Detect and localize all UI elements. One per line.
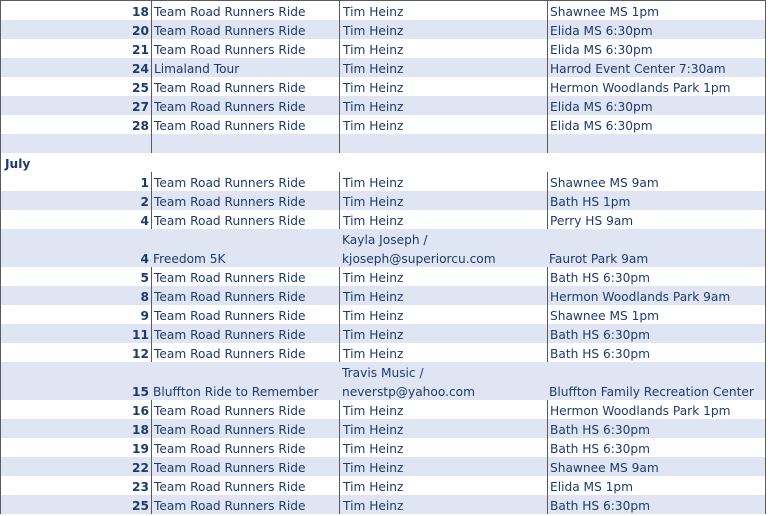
location-cell[interactable] bbox=[547, 324, 767, 343]
event-cell[interactable] bbox=[151, 210, 339, 229]
event-cell[interactable] bbox=[151, 495, 339, 514]
location-cell[interactable] bbox=[547, 343, 767, 362]
location-cell-text: Bath HS 6:30pm bbox=[550, 271, 650, 285]
table-row bbox=[1, 267, 765, 286]
event-cell-text: Team Road Runners Ride bbox=[154, 43, 306, 57]
day-cell-text: 11 bbox=[132, 328, 149, 342]
location-cell[interactable] bbox=[547, 210, 767, 229]
event-cell[interactable] bbox=[151, 324, 339, 343]
event-cell-text: Team Road Runners Ride bbox=[154, 423, 306, 437]
event-cell-text: Bluffton Ride to Remember bbox=[153, 385, 319, 399]
event-cell-text: Team Road Runners Ride bbox=[154, 24, 306, 38]
location-cell[interactable] bbox=[547, 305, 767, 324]
contact-cell-text: Kayla Joseph / bbox=[342, 233, 428, 247]
location-cell-text: Elida MS 6:30pm bbox=[550, 24, 653, 38]
location-cell-text: Hermon Woodlands Park 9am bbox=[550, 290, 731, 304]
location-cell-text: Elida MS 6:30pm bbox=[550, 43, 653, 57]
day-cell[interactable] bbox=[1, 172, 151, 191]
contact-cell[interactable] bbox=[339, 495, 547, 514]
table-row bbox=[1, 286, 765, 305]
day-cell[interactable] bbox=[1, 419, 151, 438]
location-cell[interactable] bbox=[547, 96, 767, 115]
location-cell-text: Elida MS 6:30pm bbox=[550, 100, 653, 114]
day-cell-text: 19 bbox=[132, 442, 149, 456]
contact-cell[interactable] bbox=[339, 191, 547, 210]
day-cell[interactable] bbox=[1, 438, 151, 457]
location-cell-text: Perry HS 9am bbox=[550, 214, 634, 228]
table-row bbox=[1, 362, 765, 400]
event-cell[interactable] bbox=[151, 58, 339, 77]
contact-cell[interactable] bbox=[339, 476, 547, 495]
day-cell[interactable] bbox=[1, 362, 151, 400]
location-cell-text: Harrod Event Center 7:30am bbox=[550, 62, 726, 76]
event-cell[interactable] bbox=[151, 77, 339, 96]
contact-cell-text: Tim Heinz bbox=[343, 309, 404, 323]
location-cell-text: Hermon Woodlands Park 1pm bbox=[550, 404, 731, 418]
contact-cell[interactable] bbox=[339, 39, 547, 58]
contact-cell-text: neverstp@yahoo.com bbox=[342, 385, 476, 399]
contact-cell-text: Tim Heinz bbox=[343, 100, 404, 114]
month-label: July bbox=[5, 157, 31, 171]
day-cell[interactable] bbox=[1, 343, 151, 362]
contact-cell[interactable] bbox=[339, 20, 547, 39]
day-cell[interactable] bbox=[1, 457, 151, 476]
location-cell-text: Shawnee MS 9am bbox=[550, 176, 659, 190]
day-cell-text: 21 bbox=[132, 43, 149, 57]
contact-cell[interactable] bbox=[339, 77, 547, 96]
day-cell[interactable] bbox=[1, 267, 151, 286]
location-cell[interactable] bbox=[547, 476, 767, 495]
location-cell[interactable] bbox=[547, 20, 767, 39]
location-cell-text: Bath HS 1pm bbox=[550, 195, 631, 209]
location-cell-text: Bluffton Family Recreation Center bbox=[549, 385, 754, 399]
location-cell[interactable] bbox=[547, 419, 767, 438]
contact-cell[interactable] bbox=[339, 58, 547, 77]
table-row bbox=[1, 400, 765, 419]
table-row bbox=[1, 96, 765, 115]
event-cell-text: Team Road Runners Ride bbox=[154, 309, 306, 323]
day-cell[interactable] bbox=[1, 115, 151, 134]
contact-cell[interactable] bbox=[339, 324, 547, 343]
table-row bbox=[1, 1, 765, 20]
table-row bbox=[1, 39, 765, 58]
location-cell-text: Elida MS 6:30pm bbox=[550, 119, 653, 133]
contact-cell-text: kjoseph@superiorcu.com bbox=[342, 252, 496, 266]
contact-cell[interactable] bbox=[339, 305, 547, 324]
location-cell[interactable] bbox=[547, 457, 767, 476]
day-cell[interactable] bbox=[1, 1, 151, 20]
table-row bbox=[1, 419, 765, 438]
contact-cell-text: Tim Heinz bbox=[343, 480, 404, 494]
table-row bbox=[1, 476, 765, 495]
event-cell[interactable] bbox=[151, 267, 339, 286]
contact-cell-text: Tim Heinz bbox=[343, 62, 404, 76]
location-cell-text: Bath HS 6:30pm bbox=[550, 328, 650, 342]
event-cell-text: Limaland Tour bbox=[154, 62, 240, 76]
event-cell[interactable] bbox=[151, 343, 339, 362]
day-cell[interactable] bbox=[1, 400, 151, 419]
day-cell[interactable] bbox=[1, 305, 151, 324]
day-cell-text: 18 bbox=[132, 423, 149, 437]
location-cell-text: Elida MS 1pm bbox=[550, 480, 634, 494]
location-cell-text: Bath HS 6:30pm bbox=[550, 347, 650, 361]
event-cell-text: Team Road Runners Ride bbox=[154, 81, 306, 95]
event-cell-text: Team Road Runners Ride bbox=[154, 176, 306, 190]
event-cell-text: Team Road Runners Ride bbox=[154, 347, 306, 361]
contact-cell[interactable] bbox=[339, 286, 547, 305]
contact-cell-text: Tim Heinz bbox=[343, 271, 404, 285]
location-cell[interactable] bbox=[547, 77, 767, 96]
event-cell-text: Team Road Runners Ride bbox=[154, 290, 306, 304]
contact-cell-text: Tim Heinz bbox=[343, 328, 404, 342]
day-cell-text: 4 bbox=[140, 252, 149, 266]
event-cell-text: Team Road Runners Ride bbox=[154, 119, 306, 133]
event-cell[interactable] bbox=[151, 39, 339, 58]
contact-cell[interactable] bbox=[339, 229, 547, 267]
day-cell[interactable] bbox=[1, 210, 151, 229]
event-cell-text: Freedom 5K bbox=[153, 252, 226, 266]
day-cell-text: 4 bbox=[140, 214, 149, 228]
location-cell-text: Shawnee MS 1pm bbox=[550, 309, 659, 323]
table-row bbox=[1, 210, 765, 229]
day-cell[interactable] bbox=[1, 476, 151, 495]
event-cell-text: Team Road Runners Ride bbox=[154, 442, 306, 456]
empty-cell[interactable] bbox=[339, 134, 547, 153]
location-cell[interactable] bbox=[547, 438, 767, 457]
location-cell[interactable] bbox=[547, 115, 767, 134]
event-cell[interactable] bbox=[151, 1, 339, 20]
event-cell[interactable] bbox=[151, 229, 339, 267]
contact-cell-text: Tim Heinz bbox=[343, 423, 404, 437]
contact-cell-text: Tim Heinz bbox=[343, 119, 404, 133]
day-cell[interactable] bbox=[1, 191, 151, 210]
event-cell[interactable] bbox=[151, 191, 339, 210]
day-cell-text: 12 bbox=[132, 347, 149, 361]
contact-cell[interactable] bbox=[339, 267, 547, 286]
location-cell[interactable] bbox=[547, 39, 767, 58]
contact-cell-text: Travis Music / bbox=[342, 366, 424, 380]
location-cell[interactable] bbox=[547, 400, 767, 419]
event-cell-text: Team Road Runners Ride bbox=[154, 5, 306, 19]
empty-row bbox=[1, 134, 765, 153]
event-cell-text: Team Road Runners Ride bbox=[154, 404, 306, 418]
location-cell-text: Bath HS 6:30pm bbox=[550, 442, 650, 456]
event-cell-text: Team Road Runners Ride bbox=[154, 195, 306, 209]
location-cell[interactable] bbox=[547, 172, 767, 191]
contact-cell[interactable] bbox=[339, 172, 547, 191]
location-cell-text: Bath HS 6:30pm bbox=[550, 423, 650, 437]
event-cell[interactable] bbox=[151, 172, 339, 191]
table-row bbox=[1, 438, 765, 457]
day-cell-text: 23 bbox=[132, 480, 149, 494]
day-cell[interactable] bbox=[1, 495, 151, 514]
contact-cell-text: Tim Heinz bbox=[343, 214, 404, 228]
event-cell[interactable] bbox=[151, 400, 339, 419]
day-cell-text: 22 bbox=[132, 461, 149, 475]
table-row bbox=[1, 324, 765, 343]
day-cell[interactable] bbox=[1, 96, 151, 115]
table-row bbox=[1, 191, 765, 210]
day-cell-text: 2 bbox=[140, 195, 149, 209]
day-cell[interactable] bbox=[1, 324, 151, 343]
contact-cell-text: Tim Heinz bbox=[343, 404, 404, 418]
contact-cell-text: Tim Heinz bbox=[343, 290, 404, 304]
day-cell[interactable] bbox=[1, 58, 151, 77]
contact-cell-text: Tim Heinz bbox=[343, 81, 404, 95]
location-cell-text: Shawnee MS 1pm bbox=[550, 5, 659, 19]
contact-cell[interactable] bbox=[339, 419, 547, 438]
event-cell[interactable] bbox=[151, 457, 339, 476]
day-cell[interactable] bbox=[1, 77, 151, 96]
table-row bbox=[1, 495, 765, 514]
event-cell-text: Team Road Runners Ride bbox=[154, 328, 306, 342]
event-cell[interactable] bbox=[151, 305, 339, 324]
day-cell-text: 1 bbox=[140, 176, 149, 190]
event-cell-text: Team Road Runners Ride bbox=[154, 214, 306, 228]
contact-cell[interactable] bbox=[339, 343, 547, 362]
contact-cell[interactable] bbox=[339, 438, 547, 457]
contact-cell[interactable] bbox=[339, 362, 547, 400]
event-cell[interactable] bbox=[151, 438, 339, 457]
location-cell[interactable] bbox=[547, 267, 767, 286]
day-cell-text: 25 bbox=[132, 499, 149, 513]
day-cell-text: 20 bbox=[132, 24, 149, 38]
event-cell[interactable] bbox=[151, 419, 339, 438]
table-row bbox=[1, 58, 765, 77]
location-cell-text: Hermon Woodlands Park 1pm bbox=[550, 81, 731, 95]
day-cell-text: 8 bbox=[140, 290, 149, 304]
event-cell[interactable] bbox=[151, 362, 339, 400]
contact-cell-text: Tim Heinz bbox=[343, 24, 404, 38]
event-cell-text: Team Road Runners Ride bbox=[154, 461, 306, 475]
location-cell[interactable] bbox=[547, 229, 767, 267]
day-cell-text: 27 bbox=[132, 100, 149, 114]
day-cell-text: 9 bbox=[140, 309, 149, 323]
month-header-row bbox=[1, 153, 765, 172]
contact-cell[interactable] bbox=[339, 400, 547, 419]
event-cell[interactable] bbox=[151, 115, 339, 134]
day-cell-text: 18 bbox=[132, 5, 149, 19]
day-cell-text: 16 bbox=[132, 404, 149, 418]
july-rows bbox=[1, 172, 765, 514]
location-cell[interactable] bbox=[547, 1, 767, 20]
event-cell-text: Team Road Runners Ride bbox=[154, 499, 306, 513]
day-cell[interactable] bbox=[1, 20, 151, 39]
location-cell[interactable] bbox=[547, 495, 767, 514]
location-cell[interactable] bbox=[547, 191, 767, 210]
contact-cell-text: Tim Heinz bbox=[343, 43, 404, 57]
table-row bbox=[1, 343, 765, 362]
contact-cell[interactable] bbox=[339, 457, 547, 476]
contact-cell-text: Tim Heinz bbox=[343, 461, 404, 475]
contact-cell-text: Tim Heinz bbox=[343, 442, 404, 456]
day-cell-text: 25 bbox=[132, 81, 149, 95]
day-cell[interactable] bbox=[1, 39, 151, 58]
contact-cell-text: Tim Heinz bbox=[343, 347, 404, 361]
event-cell-text: Team Road Runners Ride bbox=[154, 480, 306, 494]
day-cell[interactable] bbox=[1, 229, 151, 267]
event-cell-text: Team Road Runners Ride bbox=[154, 271, 306, 285]
empty-cell[interactable] bbox=[547, 134, 767, 153]
event-cell[interactable] bbox=[151, 96, 339, 115]
day-cell[interactable] bbox=[1, 286, 151, 305]
location-cell[interactable] bbox=[547, 362, 767, 400]
day-cell-text: 28 bbox=[132, 119, 149, 133]
location-cell[interactable] bbox=[547, 58, 767, 77]
contact-cell[interactable] bbox=[339, 96, 547, 115]
contact-cell-text: Tim Heinz bbox=[343, 195, 404, 209]
day-cell-text: 24 bbox=[132, 62, 149, 76]
event-cell-text: Team Road Runners Ride bbox=[154, 100, 306, 114]
contact-cell[interactable] bbox=[339, 115, 547, 134]
contact-cell-text: Tim Heinz bbox=[343, 499, 404, 513]
contact-cell[interactable] bbox=[339, 1, 547, 20]
table-row bbox=[1, 305, 765, 324]
table-row bbox=[1, 77, 765, 96]
event-cell[interactable] bbox=[151, 476, 339, 495]
location-cell-text: Bath HS 6:30pm bbox=[550, 499, 650, 513]
table-row bbox=[1, 20, 765, 39]
table-row bbox=[1, 457, 765, 476]
location-cell-text: Shawnee MS 9am bbox=[550, 461, 659, 475]
contact-cell-text: Tim Heinz bbox=[343, 5, 404, 19]
event-cell[interactable] bbox=[151, 20, 339, 39]
empty-cell[interactable] bbox=[151, 134, 339, 153]
event-cell[interactable] bbox=[151, 286, 339, 305]
day-cell-text: 15 bbox=[132, 385, 149, 399]
location-cell-text: Faurot Park 9am bbox=[549, 252, 649, 266]
june-rows bbox=[1, 1, 765, 134]
table-row bbox=[1, 172, 765, 191]
location-cell[interactable] bbox=[547, 286, 767, 305]
contact-cell[interactable] bbox=[339, 210, 547, 229]
table-row bbox=[1, 229, 765, 267]
table-row bbox=[1, 115, 765, 134]
day-cell-text: 5 bbox=[140, 271, 149, 285]
contact-cell-text: Tim Heinz bbox=[343, 176, 404, 190]
